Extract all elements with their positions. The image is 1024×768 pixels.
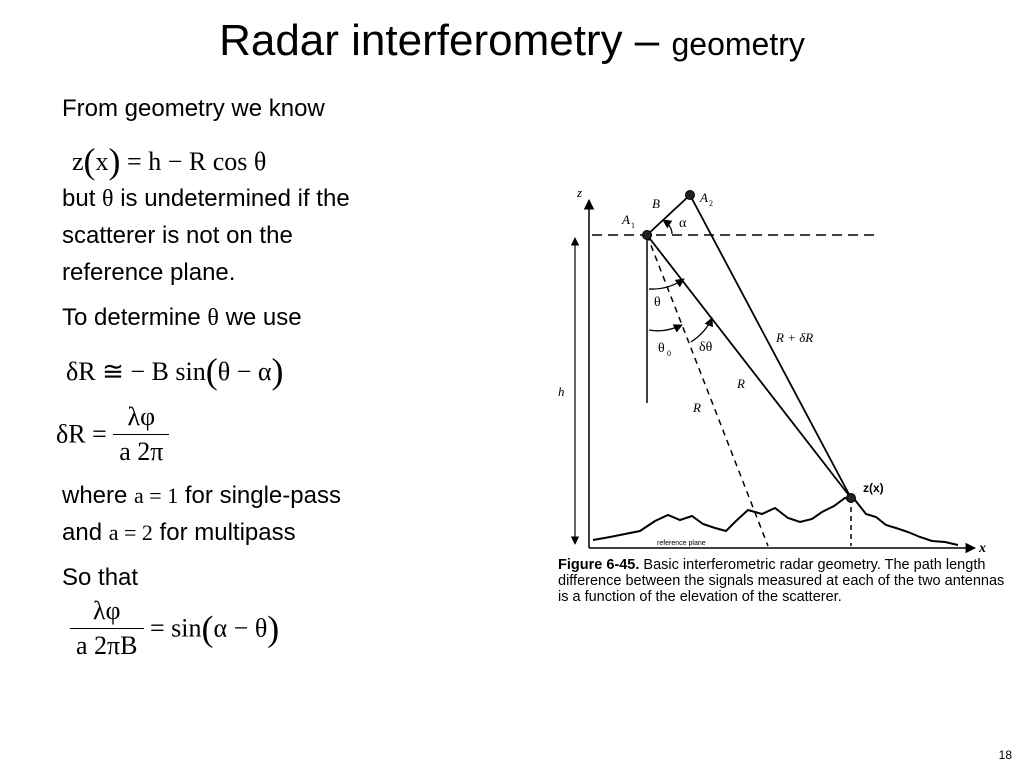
line3-post: we use xyxy=(218,304,302,331)
equation-1: z(x) = h − R cos θ xyxy=(72,141,267,181)
r-label-2: R xyxy=(693,400,701,415)
theta-label: θ xyxy=(654,295,661,310)
a2-sub: 2 xyxy=(709,199,713,208)
caption-bold: Figure 6-45. xyxy=(558,557,640,573)
eq2-lhs: δR ≅ − B sin xyxy=(66,357,206,386)
antenna-a2-point xyxy=(686,191,695,200)
theta0-sub: 0 xyxy=(667,349,671,358)
equation-3 xyxy=(56,402,169,467)
a2-label: A xyxy=(700,190,708,205)
text-where xyxy=(62,477,341,514)
geometry-figure xyxy=(548,180,998,560)
text-line-3 xyxy=(62,299,302,337)
eq1-rhs: = h − R cos θ xyxy=(127,147,267,176)
text-and xyxy=(62,514,296,551)
eq3-numerator: λφ xyxy=(113,402,169,435)
scatterer-point xyxy=(847,494,856,503)
text-so-that: So that xyxy=(62,564,139,591)
line3-pre: To determine xyxy=(62,304,208,331)
eq4-fraction xyxy=(70,596,144,661)
where-math: a = 1 xyxy=(134,483,179,508)
caption-text: Basic interferometric radar geometry. The path length difference between the signals measured at each of the two antennas is a function of the elevation of the scatterer. xyxy=(558,557,1005,605)
theta0-label: θ xyxy=(658,341,665,356)
reference-plane-label: reference plane xyxy=(657,540,706,547)
r-label-1: R xyxy=(737,376,745,391)
eq1-arg: x xyxy=(95,147,109,176)
and-pre: and xyxy=(62,519,109,546)
text-line-2a xyxy=(62,180,350,218)
text-line-2b: scatterer is not on the xyxy=(62,222,293,249)
a1-label: A xyxy=(622,212,630,227)
slide-title xyxy=(0,16,1024,66)
theta-symbol-2: θ xyxy=(207,305,219,331)
eq3-denominator: a 2π xyxy=(119,437,164,466)
range-line-a1 xyxy=(647,235,851,498)
a1-sub: 1 xyxy=(631,221,635,230)
eq4-rhs: = sin xyxy=(150,613,202,643)
eq4-arg: α − θ xyxy=(213,613,268,643)
theta-symbol: θ xyxy=(102,186,114,212)
x-axis-label: x xyxy=(979,541,986,556)
h-label: h xyxy=(558,384,565,399)
theta0-arc xyxy=(649,325,682,331)
text-line-2c: reference plane. xyxy=(62,259,236,286)
eq4-numerator: λφ xyxy=(70,596,144,629)
eq4-denominator: a 2πB xyxy=(76,631,138,660)
page-number: 18 xyxy=(998,748,1012,762)
z-axis-label: z xyxy=(577,185,583,200)
range-line-reference xyxy=(647,235,768,546)
title-main: Radar interferometry – xyxy=(219,16,672,65)
eq1-lhs: z xyxy=(72,147,84,176)
where-pre: where xyxy=(62,482,135,509)
title-sub: geometry xyxy=(671,26,805,62)
terrain-profile xyxy=(593,498,958,545)
range-line-a2 xyxy=(690,195,851,498)
alpha-label: α xyxy=(679,216,687,231)
eq3-lhs: δR = xyxy=(56,419,107,449)
r-dr-label: R + δR xyxy=(776,330,814,345)
dtheta-label: δθ xyxy=(699,340,713,355)
eq2-arg: θ − α xyxy=(217,357,272,386)
theta-arc xyxy=(649,279,684,289)
antenna-a1-point xyxy=(643,231,652,240)
baseline-label: B xyxy=(652,196,660,211)
line2a-post: is undetermined if the xyxy=(113,185,350,212)
where-post: for single-pass xyxy=(178,482,341,509)
zx-label: z(x) xyxy=(863,481,884,495)
text-line-1: From geometry we know xyxy=(62,95,325,122)
dtheta-arc xyxy=(691,318,712,342)
equation-2: δR ≅ − B sin(θ − α) xyxy=(66,351,284,391)
line2a-pre: but xyxy=(62,185,103,212)
equation-4: $\frac{\lambda\varphi}{a 2\pi B}$ = sin(α − θ) xyxy=(70,596,279,661)
and-math: a = 2 xyxy=(108,520,153,545)
eq3-fraction xyxy=(113,402,169,467)
alpha-arc xyxy=(663,220,672,234)
figure-caption xyxy=(558,557,1018,605)
and-post: for multipass xyxy=(152,519,296,546)
